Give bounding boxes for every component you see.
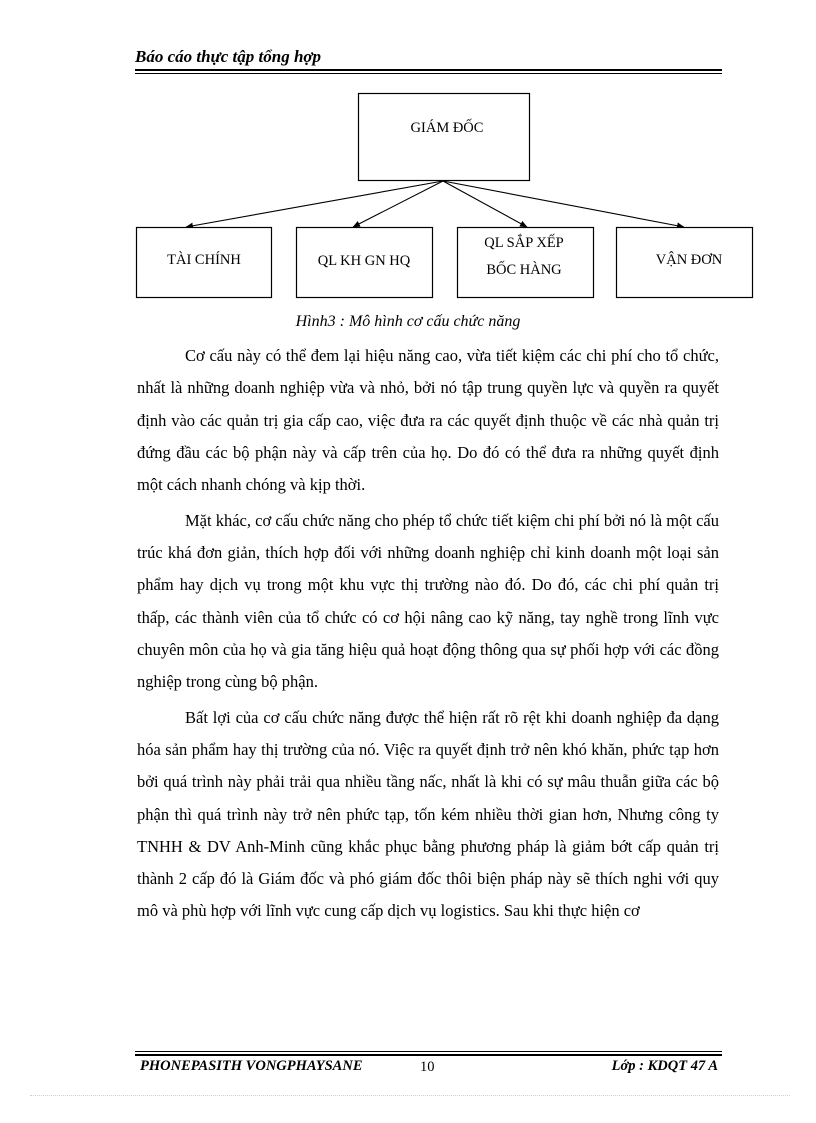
- org-box-child-label: BỐC HÀNG: [486, 262, 562, 278]
- connector-line: [443, 181, 684, 227]
- figure-caption: Hình3 : Mô hình cơ cấu chức năng: [295, 313, 521, 330]
- page-number: 10: [420, 1059, 435, 1075]
- footer-class-label: Lớp : KDQT 47 A: [611, 1058, 718, 1074]
- org-box-child-label: QL SẮP XẾP: [484, 235, 564, 251]
- org-chart: [0, 0, 816, 310]
- org-box-child-label: QL KH GN HQ: [317, 253, 411, 269]
- org-box-root-label: GIÁM ĐỐC: [410, 120, 484, 136]
- paragraph: Bất lợi của cơ cấu chức năng được thể hiện rất rõ rệt khi doanh nghiệp đa dạng hóa sản phẩm hay thị trường của nó. Việc ra quyết định trở nên khó khăn, phức tạp hơn bởi quá trình này phải trải qua nhiều tầng nấc, nhất là khi có sự mâu thuẫn giữa các bộ phận thì quá trình này trở nên phức tạp, tốn kém nhiều thời gian hơn, Nhưng công ty TNHH & DV Anh-Minh cũng khắc phục bằng phương pháp là giảm bớt cấp quản trị thành 2 cấp đó là Giám đốc và phó giám đốc thôi biện pháp này sẽ thích nghi với quy mô và phù hợp với lĩnh vực cung cấp dịch vụ logistics. Sau khi thực hiện cơ: [137, 707, 719, 921]
- org-box-child-label: VẬN ĐƠN: [655, 252, 723, 268]
- paragraph: Cơ cấu này có thể đem lại hiệu năng cao, vừa tiết kiệm các chi phí cho tổ chức, nhất là những doanh nghiệp vừa và nhỏ, bởi nó tập trung quyền lực và quyền ra quyết định vào các quản trị gia cấp cao, việc đưa ra các quyết định thuộc về các nhà quản trị đứng đầu các bộ phận này và cấp trên của họ. Do đó có thể đưa ra những quyết định một cách nhanh chóng và kịp thời.: [137, 346, 719, 495]
- paragraph: Mặt khác, cơ cấu chức năng cho phép tổ chức tiết kiệm chi phí bởi nó là một cấu trúc khá đơn giản, thích hợp đối với những doanh nghiệp chỉ kinh doanh một loại sản phẩm hay dịch vụ trong một khu vực thị trường nào đó. Do đó, các chi phí quản trị thấp, các thành viên của tổ chức có cơ hội nâng cao kỹ năng, tay nghề trong lĩnh vực chuyên môn của họ và gia tăng hiệu quả hoạt động thông qua sự phối hợp với các đồng nghiệp trong cùng bộ phận.: [137, 510, 719, 692]
- page-edge-dotted-line: [30, 1095, 790, 1096]
- connector-line: [353, 181, 443, 227]
- body-text: [137, 340, 719, 931]
- header-title: Báo cáo thực tập tổng hợp: [135, 47, 322, 66]
- connector-line: [186, 181, 443, 227]
- org-box-child-label: TÀI CHÍNH: [167, 252, 241, 268]
- connector-line: [443, 181, 527, 227]
- footer-rule-thin: [135, 1051, 722, 1052]
- footer-rule-thick: [135, 1054, 722, 1056]
- footer-author: PHONEPASITH VONGPHAYSANE: [140, 1058, 363, 1074]
- org-box-root: [359, 94, 530, 181]
